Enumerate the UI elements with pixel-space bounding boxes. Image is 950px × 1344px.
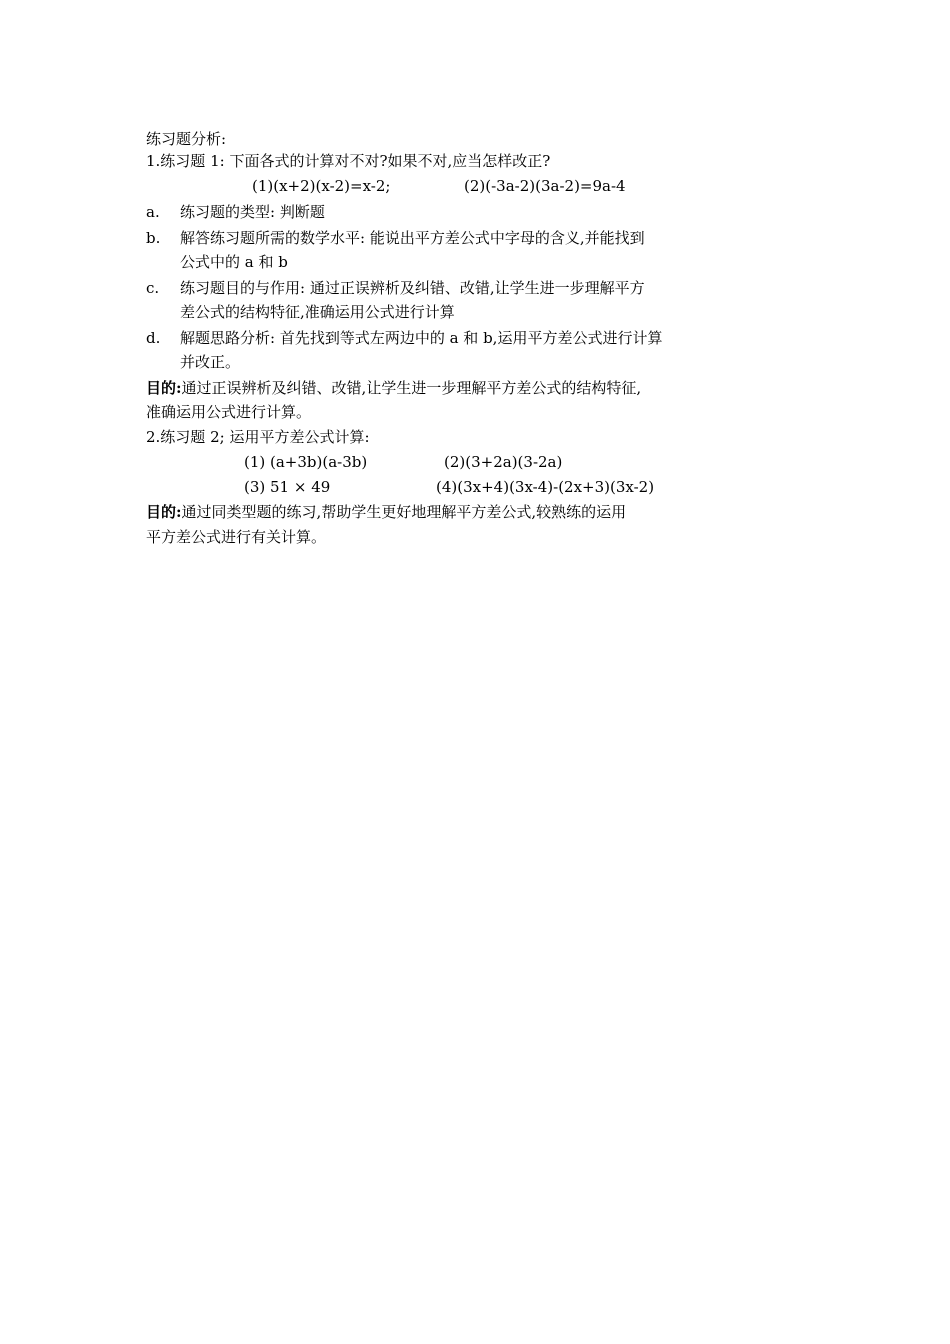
item-a <box>146 201 325 223</box>
section-heading: 练习题分析: <box>146 130 227 148</box>
exercise-2-purpose <box>146 501 626 523</box>
purpose-text: 通过正误辨析及纠错、改错,让学生进一步理解平方差公式的结构特征, <box>181 379 642 397</box>
item-c-marker: c. <box>146 279 160 297</box>
exercise-1-question-2: (2)(-3a-2)(3a-2)=9a-4 <box>464 177 626 195</box>
item-b <box>146 227 645 249</box>
item-b-text: 解答练习题所需的数学水平: 能说出平方差公式中字母的含义,并能找到 <box>180 229 645 247</box>
exercise-2-title: 2.练习题 2; 运用平方差公式计算: <box>146 428 370 446</box>
item-d <box>146 327 662 349</box>
exercise-1-purpose-continuation: 准确运用公式进行计算。 <box>146 403 312 421</box>
item-c-text: 练习题目的与作用: 通过正误辨析及纠错、改错,让学生进一步理解平方 <box>180 279 645 297</box>
exercise-2-question-2: (2)(3+2a)(3-2a) <box>444 453 563 471</box>
item-d-marker: d. <box>146 329 161 347</box>
item-a-text: 练习题的类型: 判断题 <box>180 203 325 221</box>
exercise-2-question-1: (1) (a+3b)(a-3b) <box>244 453 368 471</box>
purpose-text: 通过同类型题的练习,帮助学生更好地理解平方差公式,较熟练的运用 <box>181 503 627 521</box>
item-b-marker: b. <box>146 229 161 247</box>
item-c <box>146 277 645 299</box>
item-b-continuation: 公式中的 a 和 b <box>180 253 288 271</box>
exercise-2-purpose-continuation: 平方差公式进行有关计算。 <box>146 528 327 546</box>
item-d-continuation: 并改正。 <box>180 353 241 371</box>
exercise-1-title: 1.练习题 1: 下面各式的计算对不对?如果不对,应当怎样改正? <box>146 152 551 170</box>
item-d-text: 解题思路分析: 首先找到等式左两边中的 a 和 b,运用平方差公式进行计算 <box>180 329 663 347</box>
purpose-label: 目的: <box>146 379 182 397</box>
exercise-1-question-1: (1)(x+2)(x-2)=x-2; <box>252 177 391 195</box>
exercise-2-question-3: (3) 51 × 49 <box>244 478 331 496</box>
exercise-2-question-4: (4)(3x+4)(3x-4)-(2x+3)(3x-2) <box>436 478 655 496</box>
item-c-continuation: 差公式的结构特征,准确运用公式进行计算 <box>180 303 455 321</box>
item-a-marker: a. <box>146 203 160 221</box>
purpose-label: 目的: <box>146 503 182 521</box>
exercise-1-purpose <box>146 377 641 399</box>
